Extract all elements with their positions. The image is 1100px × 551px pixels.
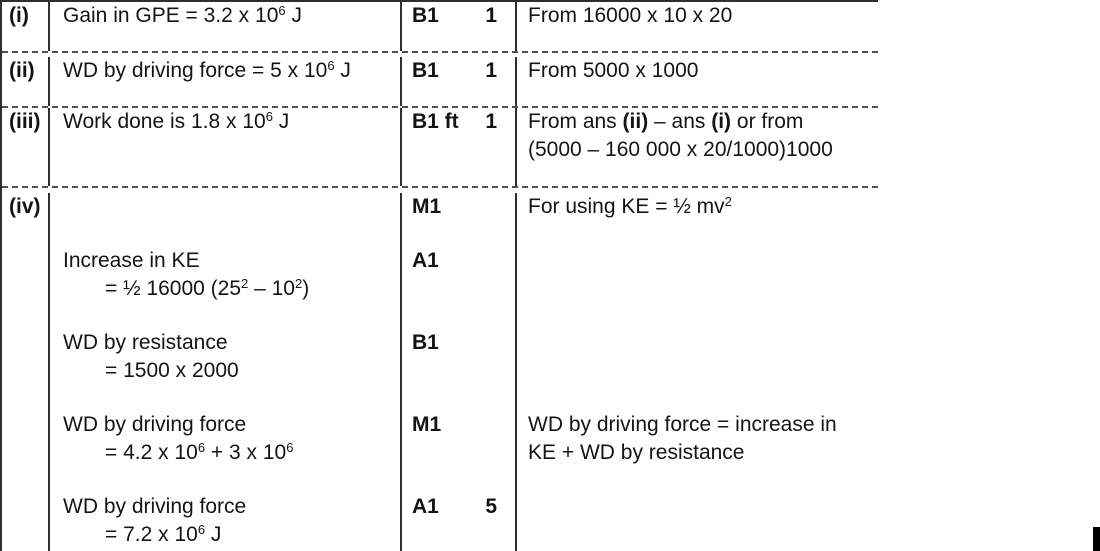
answer-line: = 1500 x 2000	[105, 359, 239, 382]
part-label-cell	[2, 2, 50, 51]
marks-block	[412, 193, 497, 221]
marks-cell	[402, 2, 517, 51]
marks-block	[412, 247, 497, 303]
answer-line: = 7.2 x $10^6$ J	[105, 522, 222, 546]
superscript: 6	[286, 440, 294, 455]
answer-block	[63, 411, 400, 467]
guidance-block	[528, 193, 878, 221]
mark-code: A1	[412, 495, 439, 518]
marks-cell	[402, 193, 517, 551]
guidance-cell	[517, 108, 878, 186]
answer-line: Gain in GPE = 3.2 x $10^6$ J	[63, 3, 302, 27]
mark-line	[412, 247, 497, 275]
guidance-line: From 5000 x 1000	[528, 59, 699, 82]
answer-line: Increase in KE	[63, 249, 200, 272]
mark-code: B1	[412, 331, 439, 354]
scan-artifact-mark	[1093, 527, 1100, 551]
answer-cell	[50, 193, 402, 551]
mark-total: 1	[485, 4, 497, 27]
answer-block	[63, 2, 400, 30]
marks-block	[412, 108, 497, 164]
mark-row-iii	[2, 108, 878, 188]
superscript: 2	[294, 276, 303, 291]
guidance-line: (5000 – 160 000 x 20/1000)1000	[528, 138, 833, 161]
mark-line	[412, 193, 497, 221]
answer-block	[63, 57, 400, 85]
part-label: (i)	[9, 4, 29, 27]
mark-line	[412, 411, 497, 439]
mark-line	[412, 493, 497, 521]
guidance-block	[528, 247, 878, 303]
marks-block	[412, 57, 497, 85]
mark-line	[412, 57, 497, 85]
part-label: (ii)	[9, 59, 35, 82]
guidance-cell	[517, 57, 878, 106]
marks-cell	[402, 57, 517, 106]
marks-block	[412, 329, 497, 385]
answer-block	[63, 108, 400, 164]
guidance-block	[528, 411, 878, 467]
mark-code: M1	[412, 413, 442, 436]
part-label: (iii)	[9, 110, 41, 133]
part-label-cell	[2, 193, 50, 551]
superscript: 6	[197, 440, 206, 455]
superscript: 6	[265, 109, 273, 124]
guidance-cell	[517, 193, 878, 551]
mark-code: A1	[412, 249, 439, 272]
answer-line: = ½ 16000 $(25^2 - 10^2)$	[105, 276, 310, 300]
superscript: 2	[241, 276, 249, 291]
marks-cell	[402, 108, 517, 186]
answer-line: WD by driving force = 5 x $10^6$ J	[63, 58, 351, 82]
mark-total: 1	[485, 59, 497, 82]
answer-line: Work done is 1.8 x $10^6$ J	[63, 109, 290, 133]
superscript: 6	[197, 522, 206, 537]
mark-row-ii	[2, 53, 878, 108]
superscript: 6	[278, 3, 286, 18]
mark-code: M1	[412, 195, 442, 218]
superscript: 6	[327, 58, 335, 73]
guidance-block	[528, 108, 878, 164]
marks-block	[412, 493, 497, 549]
guidance-block	[528, 493, 878, 549]
answer-cell	[50, 2, 402, 51]
mark-line	[412, 108, 497, 136]
guidance-line: WD by driving force = increase in	[528, 413, 837, 436]
guidance-line: From ans (ii) – ans (i) or from	[528, 110, 804, 133]
part-label: (iv)	[9, 195, 41, 218]
answer-cell	[50, 57, 402, 106]
answer-cell	[50, 108, 402, 186]
guidance-line: KE + WD by resistance	[528, 441, 745, 464]
answer-block	[63, 493, 400, 549]
mark-line	[412, 329, 497, 357]
mark-line	[412, 2, 497, 30]
marks-block	[412, 411, 497, 467]
marks-block	[412, 2, 497, 30]
answer-block	[63, 329, 400, 385]
mark-code: B1 ft	[412, 110, 459, 133]
answer-block	[63, 193, 400, 221]
superscript: 2	[724, 194, 732, 209]
guidance-line: For using KE = ½ $mv^2$	[528, 194, 732, 218]
guidance-block	[528, 57, 878, 85]
mark-total: 5	[485, 495, 497, 518]
answer-line: = 4.2 x $10^6 + 3$ x $10^6$	[105, 440, 294, 464]
answer-line: WD by driving force	[63, 495, 247, 518]
answer-line: WD by driving force	[63, 413, 247, 436]
part-label-cell	[2, 108, 50, 186]
mark-code: B1	[412, 4, 439, 27]
mark-row-iv	[2, 188, 878, 551]
guidance-block	[528, 2, 878, 30]
mark-row-i	[2, 2, 878, 53]
answer-block	[63, 247, 400, 303]
guidance-block	[528, 329, 878, 385]
mark-code: B1	[412, 59, 439, 82]
answer-line: WD by resistance	[63, 331, 228, 354]
mark-total: 1	[485, 110, 497, 133]
guidance-line: From 16000 x 10 x 20	[528, 4, 733, 27]
part-label-cell	[2, 57, 50, 106]
guidance-cell	[517, 2, 878, 51]
